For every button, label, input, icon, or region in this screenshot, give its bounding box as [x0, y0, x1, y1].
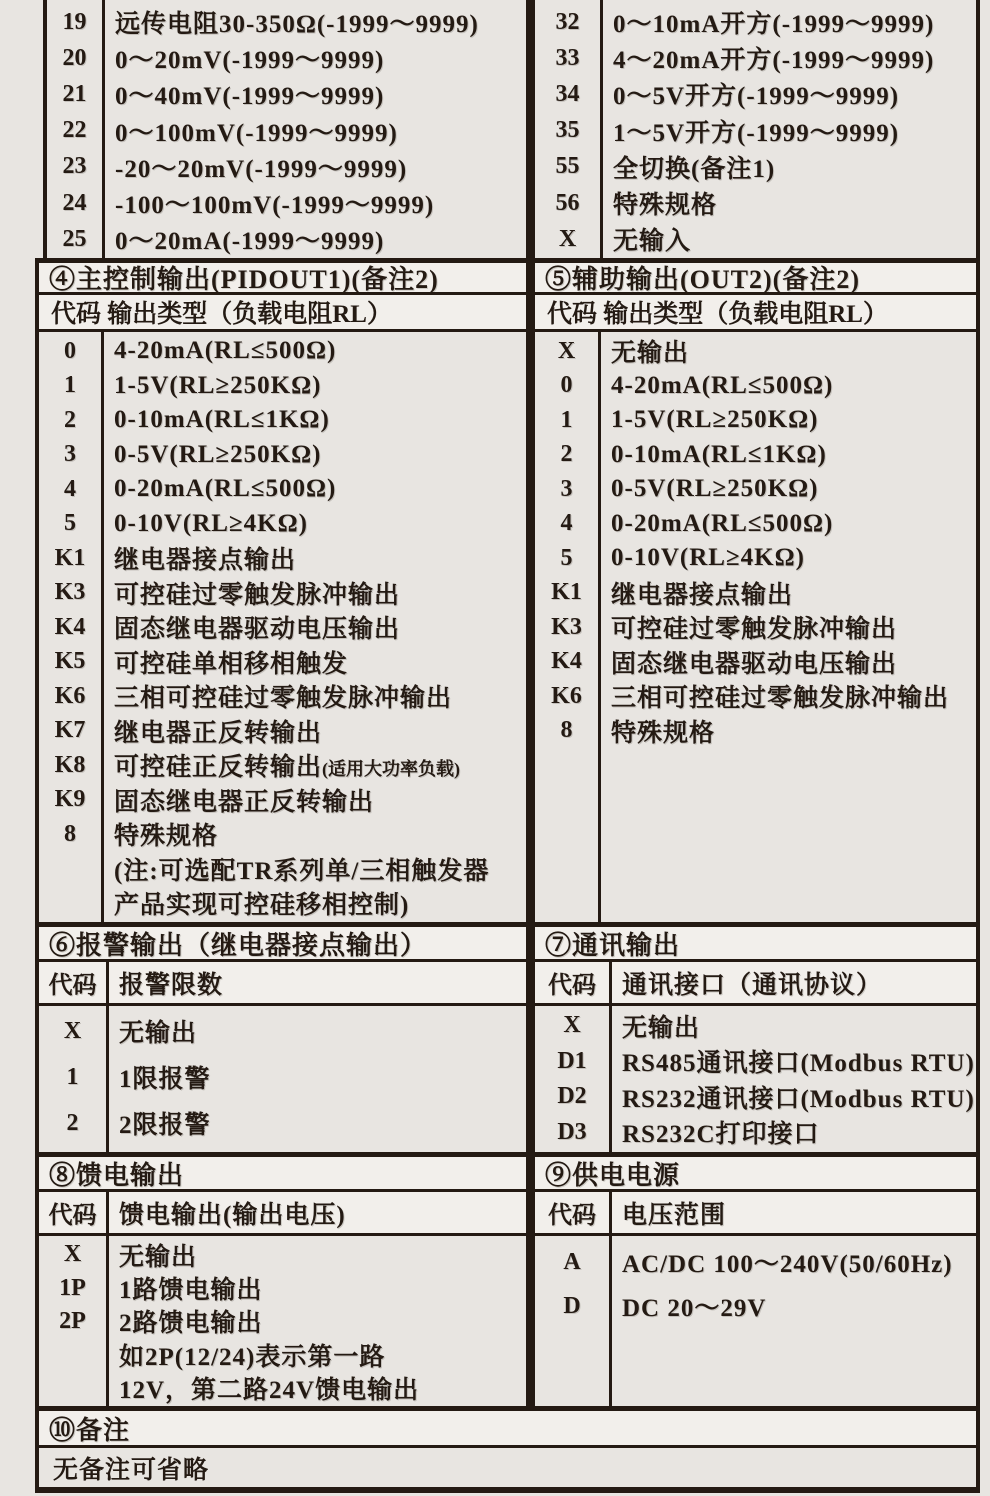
section7-title: ⑦通讯输出 — [545, 930, 681, 960]
section4-subheader — [35, 295, 530, 332]
row-desc: 无输出 — [622, 1014, 701, 1042]
row-code: K6 — [551, 682, 582, 709]
row-code: K1 — [54, 544, 86, 571]
row-code: 32 — [555, 8, 580, 35]
table-row — [39, 714, 526, 749]
row-desc: 2路馈电输出 — [119, 1310, 263, 1338]
table-row — [535, 714, 976, 749]
table-row — [535, 369, 976, 404]
table-row — [39, 507, 526, 542]
row-desc: DC 20～29V — [622, 1295, 767, 1322]
row-desc: 0～100mV(-1999～9999) — [115, 119, 398, 147]
table-row — [39, 541, 526, 576]
table-row — [39, 1238, 526, 1271]
row-desc: -100～100mV(-1999～9999) — [115, 192, 435, 220]
column-divider — [106, 1192, 109, 1233]
section7-table — [530, 1006, 980, 1152]
table-row — [535, 610, 976, 645]
table-row — [39, 334, 526, 369]
row-desc: 特殊规格 — [114, 823, 219, 851]
section10-note-row — [35, 1448, 980, 1493]
row-code: 33 — [555, 44, 580, 71]
row-desc: 可控硅过零触发脉冲输出 — [114, 581, 401, 609]
column-divider — [609, 1192, 612, 1233]
row-desc: 特殊规格 — [611, 719, 716, 747]
table-row — [39, 610, 526, 645]
table-row — [535, 576, 976, 611]
table-row — [47, 221, 526, 257]
table-row — [535, 40, 976, 76]
row-desc: 0～20mA(-1999～9999) — [115, 228, 385, 256]
row-desc: 固态继电器驱动电压输出 — [611, 650, 898, 678]
row-code: K6 — [54, 682, 86, 709]
row-desc: RS232C打印接口 — [622, 1121, 820, 1149]
row-desc: 0～20mV(-1999～9999) — [115, 47, 385, 75]
table-row — [39, 1271, 526, 1304]
table-row — [39, 369, 526, 404]
section4-table — [35, 332, 530, 922]
section10-note: 无备注可省略 — [53, 1456, 210, 1484]
row-desc: 远传电阻30-350Ω(-1999～9999) — [115, 11, 479, 39]
table-row — [535, 438, 976, 473]
table-row — [47, 76, 526, 112]
row-desc: 1限报警 — [119, 1066, 211, 1093]
row-desc: 0-5V(RL≥250KΩ) — [611, 475, 819, 503]
row-desc: 0-20mA(RL≤500Ω) — [611, 509, 834, 537]
row-code: X — [63, 1017, 82, 1044]
code-column-label: 代码 — [548, 973, 596, 999]
row-code: 2 — [560, 441, 573, 468]
table-row — [39, 1008, 526, 1054]
table-row — [535, 149, 976, 185]
row-code: X — [63, 1241, 82, 1268]
row-desc: 0～10mA开方(-1999～9999) — [613, 11, 935, 39]
section5-subheader-label: 代码 输出类型（负载电阻RL） — [547, 301, 888, 328]
row-code: K4 — [54, 613, 86, 640]
row-code: 4 — [560, 510, 573, 537]
row-code: 22 — [62, 117, 87, 144]
table-row — [39, 472, 526, 507]
row-desc: 三相可控硅过零触发脉冲输出 — [114, 685, 453, 713]
row-desc-main: 可控硅正反转输出 — [114, 754, 323, 782]
row-code: 35 — [555, 117, 580, 144]
section9-subheader — [530, 1192, 980, 1236]
table-row — [39, 645, 526, 680]
table-row — [535, 334, 976, 369]
row-desc: 0-10V(RL≥4KΩ) — [114, 509, 308, 537]
row-code: 0 — [64, 337, 76, 364]
row-desc: 继电器正反转输出 — [114, 719, 323, 747]
row-code: K1 — [551, 579, 582, 606]
row-desc: AC/DC 100～240V(50/60Hz) — [622, 1251, 953, 1278]
table-row — [535, 1079, 976, 1115]
table-row — [47, 4, 526, 40]
row-code: 0 — [560, 372, 573, 399]
row-code: K4 — [551, 648, 582, 675]
table-row — [535, 113, 976, 149]
row-desc: -20～20mV(-1999～9999) — [115, 155, 408, 183]
row-code: D3 — [557, 1118, 587, 1145]
section7-subheader — [530, 962, 980, 1006]
table-row — [535, 472, 976, 507]
row-desc: 无输入 — [613, 228, 692, 256]
row-desc — [101, 747, 460, 783]
row-desc: 0-5V(RL≥250KΩ) — [114, 440, 322, 468]
table-row — [47, 149, 526, 185]
table-row — [535, 645, 976, 680]
desc-column-label: 通讯接口（通讯协议） — [622, 971, 883, 999]
row-desc: 2限报警 — [119, 1112, 211, 1139]
table-row — [39, 403, 526, 438]
table-row — [535, 1115, 976, 1151]
row-code: 1 — [64, 372, 76, 399]
section6-table — [35, 1006, 530, 1152]
section5-header — [530, 258, 980, 295]
table-row — [39, 817, 526, 852]
input-type-table-left — [43, 0, 530, 258]
table-note-row — [39, 1372, 526, 1405]
table-row — [535, 1240, 976, 1284]
row-code: 23 — [62, 153, 87, 180]
row-desc: 12V，第二路24V馈电输出 — [119, 1377, 420, 1405]
input-type-table-right — [530, 0, 980, 258]
section5-title: ⑤辅助输出(OUT2)(备注2) — [545, 265, 860, 294]
row-code: D2 — [557, 1083, 587, 1110]
row-code: D — [563, 1292, 581, 1319]
table-row — [39, 748, 526, 783]
row-desc: 0-10mA(RL≤1KΩ) — [114, 406, 330, 434]
row-desc: 1-5V(RL≥250KΩ) — [611, 406, 819, 434]
row-code: 3 — [560, 475, 573, 502]
row-code: 8 — [64, 820, 76, 847]
row-desc: 可控硅单相移相触发 — [114, 650, 349, 678]
row-code: 19 — [62, 8, 87, 35]
section6-header — [35, 922, 530, 962]
row-desc: 1～5V开方(-1999～9999) — [613, 119, 900, 147]
row-code: K9 — [54, 786, 86, 813]
row-desc-note: (适用大功率负载) — [322, 759, 461, 780]
table-note-row — [39, 886, 526, 921]
section8-table — [35, 1236, 530, 1406]
row-code: 34 — [555, 80, 580, 107]
row-code: 24 — [62, 189, 87, 216]
row-desc: 4-20mA(RL≤500Ω) — [611, 371, 834, 399]
table-row — [39, 783, 526, 818]
table-note-row — [39, 852, 526, 887]
table-row — [39, 679, 526, 714]
row-desc: 三相可控硅过零触发脉冲输出 — [611, 685, 950, 713]
table-note-row — [39, 1338, 526, 1371]
row-desc: 全切换(备注1) — [613, 155, 776, 183]
section7-header — [530, 922, 980, 962]
row-desc: 继电器接点输出 — [611, 581, 794, 609]
section4-subheader-label: 代码 输出类型（负载电阻RL） — [51, 301, 392, 328]
row-desc: RS485通讯接口(Modbus RTU) — [622, 1050, 975, 1078]
row-desc: 无输出 — [611, 340, 690, 368]
row-code: K5 — [54, 648, 86, 675]
table-row — [535, 403, 976, 438]
row-code: 2 — [64, 406, 76, 433]
row-code: 2P — [59, 1307, 86, 1334]
table-row — [47, 113, 526, 149]
section5-subheader — [530, 295, 980, 332]
table-row — [47, 40, 526, 76]
row-code: 1 — [66, 1063, 79, 1090]
row-desc: 1路馈电输出 — [119, 1277, 263, 1305]
row-code: 4 — [64, 475, 76, 502]
section9-table — [530, 1236, 980, 1406]
row-code: K3 — [54, 579, 86, 606]
row-desc: 0-20mA(RL≤500Ω) — [114, 475, 337, 503]
section8-subheader — [35, 1192, 530, 1236]
table-row — [535, 4, 976, 40]
section8-title: ⑧馈电输出 — [49, 1160, 185, 1190]
table-row — [535, 541, 976, 576]
column-divider — [106, 962, 109, 1003]
desc-column-label: 馈电输出(输出电压) — [119, 1201, 346, 1229]
row-code: D1 — [557, 1047, 587, 1074]
section4-note-line2: 产品实现可控硅移相控制) — [114, 892, 410, 920]
section9-title: ⑨供电电源 — [545, 1160, 681, 1190]
table-row — [39, 1305, 526, 1338]
column-divider — [609, 962, 612, 1003]
row-desc: 0～40mV(-1999～9999) — [115, 83, 385, 111]
row-code: K3 — [551, 613, 582, 640]
row-code: 5 — [560, 544, 573, 571]
row-desc: 0～5V开方(-1999～9999) — [613, 83, 900, 111]
table-row — [39, 576, 526, 611]
row-desc: 继电器接点输出 — [114, 547, 297, 575]
row-code: K8 — [54, 751, 86, 778]
table-row — [535, 1284, 976, 1328]
table-row — [47, 185, 526, 221]
row-code: X — [558, 225, 577, 252]
code-column-label: 代码 — [48, 973, 97, 999]
row-code: 2 — [66, 1109, 79, 1136]
row-code: 1 — [560, 406, 573, 433]
table-row — [39, 1100, 526, 1146]
table-row — [39, 438, 526, 473]
row-code: 20 — [62, 44, 87, 71]
desc-column-label: 电压范围 — [622, 1201, 727, 1229]
row-desc: 4-20mA(RL≤500Ω) — [114, 337, 337, 365]
row-desc: RS232通讯接口(Modbus RTU) — [622, 1085, 975, 1113]
section8-header — [35, 1152, 530, 1192]
row-desc: 特殊规格 — [613, 192, 718, 220]
table-row — [535, 76, 976, 112]
row-code: X — [563, 1012, 581, 1039]
row-code: 3 — [64, 441, 76, 468]
row-code: 55 — [555, 153, 580, 180]
section6-subheader — [35, 962, 530, 1006]
row-code: K7 — [54, 717, 86, 744]
table-row — [535, 1008, 976, 1044]
row-desc: 如2P(12/24)表示第一路 — [119, 1343, 386, 1371]
section4-header — [35, 258, 530, 295]
row-desc: 可控硅过零触发脉冲输出 — [611, 616, 898, 644]
code-column-label: 代码 — [548, 1203, 596, 1229]
table-row — [535, 221, 976, 257]
row-code: 56 — [555, 189, 580, 216]
row-desc: 0-10mA(RL≤1KΩ) — [611, 440, 827, 468]
section5-table — [530, 332, 980, 922]
row-code: 1P — [59, 1274, 86, 1301]
table-row — [535, 507, 976, 542]
table-row — [535, 1044, 976, 1080]
row-desc: 固态继电器驱动电压输出 — [114, 616, 401, 644]
row-desc: 无输出 — [119, 1020, 198, 1047]
table-row — [39, 1054, 526, 1100]
table-row — [535, 679, 976, 714]
row-code: A — [563, 1248, 581, 1275]
table-row — [535, 185, 976, 221]
code-column-label: 代码 — [48, 1203, 97, 1229]
row-code: 21 — [62, 80, 87, 107]
row-code: 25 — [62, 225, 87, 252]
row-desc: 0-10V(RL≥4KΩ) — [611, 544, 805, 572]
row-desc: 无输出 — [119, 1243, 198, 1271]
section10-header — [35, 1406, 980, 1448]
section4-note-line1: (注:可选配TR系列单/三相触发器 — [114, 857, 490, 885]
row-code: 5 — [64, 510, 76, 537]
section10-title: ⑩备注 — [49, 1415, 131, 1445]
section9-header — [530, 1152, 980, 1192]
row-code: X — [557, 337, 576, 364]
section6-title: ⑥报警输出（继电器接点输出） — [49, 930, 428, 960]
row-desc: 固态继电器正反转输出 — [114, 788, 375, 816]
row-desc: 4～20mA开方(-1999～9999) — [613, 47, 935, 75]
row-desc: 1-5V(RL≥250KΩ) — [114, 371, 322, 399]
desc-column-label: 报警限数 — [119, 971, 224, 999]
row-code: 8 — [560, 717, 573, 744]
section4-title: ④主控制输出(PIDOUT1)(备注2) — [49, 265, 439, 294]
